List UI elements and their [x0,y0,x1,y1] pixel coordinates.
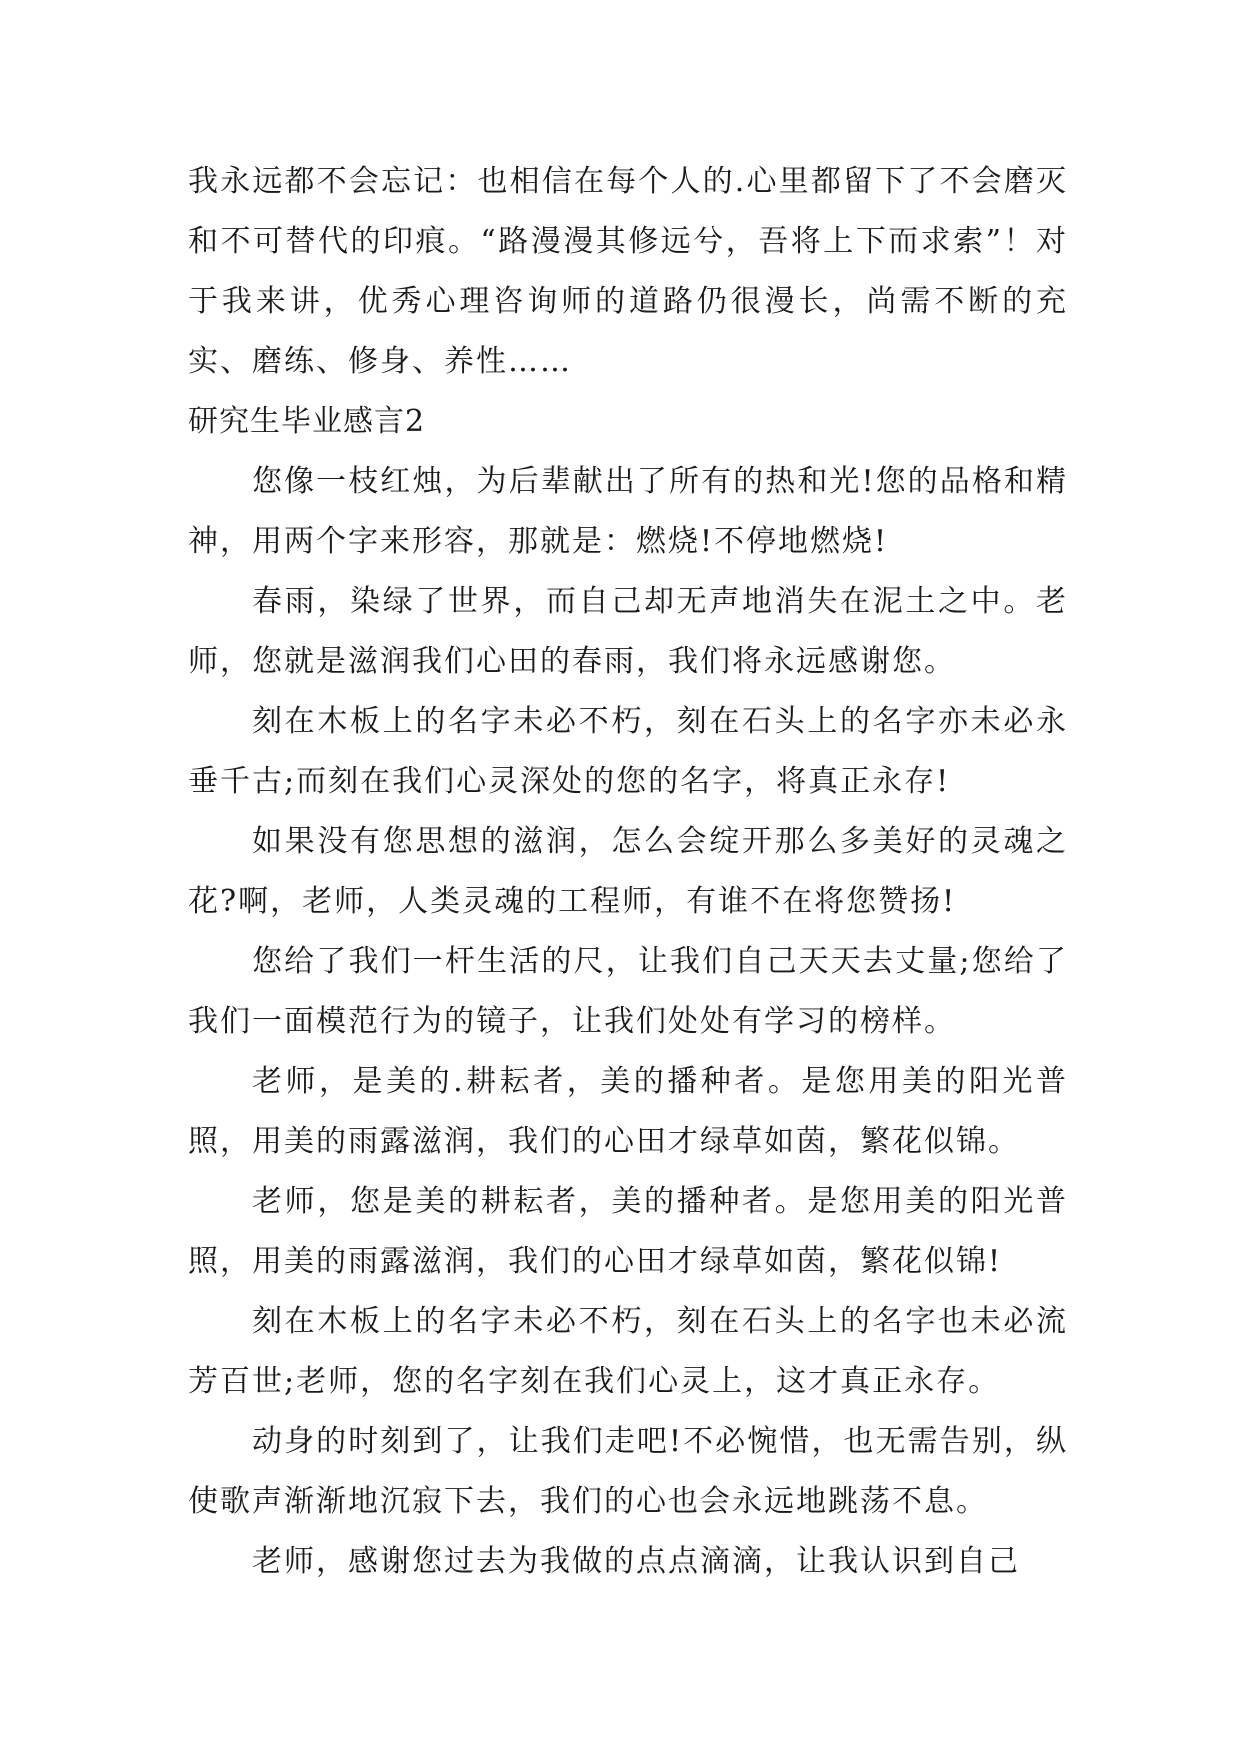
paragraph-7: 老师，您是美的耕耘者，美的播种者。是您用美的阳光普照，用美的雨露滋润，我们的心田才绿草如茵，繁花似锦! [188,1184,1068,1279]
paragraph-6: 老师，是美的.耕耘者，美的播种者。是您用美的阳光普照，用美的雨露滋润，我们的心田才绿草如茵，繁花似锦。 [188,1064,1068,1159]
paragraph-9: 动身的时刻到了，让我们走吧!不必惋惜，也无需告别，纵使歌声渐渐地沉寂下去，我们的心也会永远地跳荡不息。 [188,1424,1068,1519]
document-body [188,152,1068,1592]
paragraph-2: 春雨，染绿了世界，而自己却无声地消失在泥土之中。老师，您就是滋润我们心田的春雨，我们将永远感谢您。 [188,584,1068,679]
paragraph-1: 您像一枝红烛，为后辈献出了所有的热和光!您的品格和精神，用两个字来形容，那就是：燃烧!不停地燃烧! [188,464,1068,559]
paragraph-3: 刻在木板上的名字未必不朽，刻在石头上的名字亦未必永垂千古;而刻在我们心灵深处的您的名字，将真正永存! [188,704,1068,799]
paragraph-5: 您给了我们一杆生活的尺，让我们自己天天去丈量;您给了我们一面模范行为的镜子，让我们处处有学习的榜样。 [188,944,1068,1039]
paragraph-8: 刻在木板上的名字未必不朽，刻在石头上的名字也未必流芳百世;老师，您的名字刻在我们心灵上，这才真正永存。 [188,1304,1068,1399]
lead-paragraph: 我永远都不会忘记：也相信在每个人的.心里都留下了不会磨灭和不可替代的印痕。“路漫漫其修远兮，吾将上下而求索”！对于我来讲，优秀心理咨询师的道路仍很漫长，尚需不断的充实、磨练、修身、养性…… [188,164,1068,379]
section-title: 研究生毕业感言2 [188,404,426,439]
paragraph-4: 如果没有您思想的滋润，怎么会绽开那么多美好的灵魂之花?啊，老师，人类灵魂的工程师，有谁不在将您赞扬! [188,824,1068,919]
paragraph-10: 老师，感谢您过去为我做的点点滴滴，让我认识到自己 [252,1544,1020,1579]
